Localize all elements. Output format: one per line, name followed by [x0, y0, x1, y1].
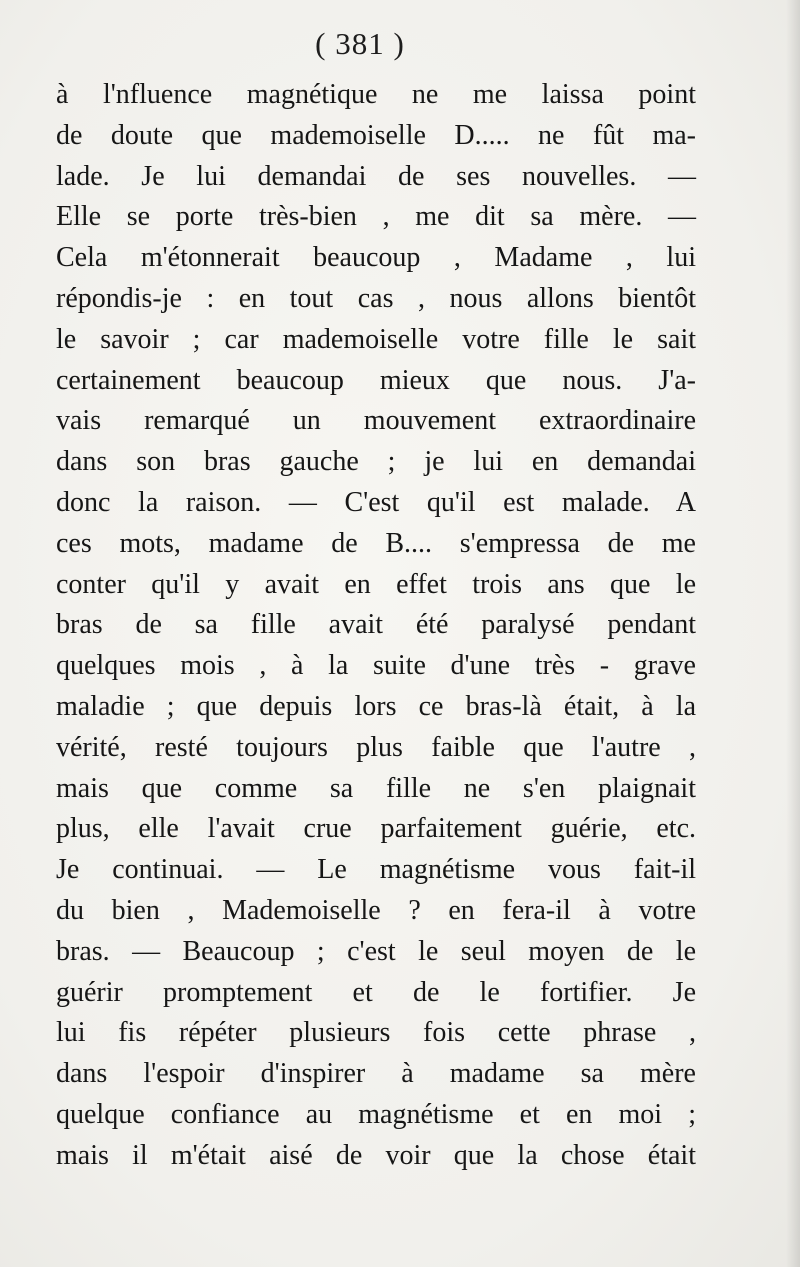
text-line: certainement beaucoup mieux que nous. J'a-: [56, 364, 696, 396]
text-line: quelque confiance au magnétisme et en moi ;: [56, 1098, 696, 1130]
text-line: ces mots, madame de B.... s'empressa de me: [56, 527, 696, 559]
text-line: Cela m'étonnerait beaucoup , Madame , lui: [56, 242, 696, 274]
body-text: [56, 75, 696, 1177]
text-line: mais il m'était aisé de voir que la chose était: [56, 1139, 696, 1171]
text-line: dans l'espoir d'inspirer à madame sa mère: [56, 1058, 696, 1090]
text-line: du bien , Mademoiselle ? en fera-il à votre: [56, 894, 696, 926]
page-edge-shadow: [786, 0, 800, 1267]
text-line: le savoir ; car mademoiselle votre fille le sait: [56, 323, 696, 355]
text-line: conter qu'il y avait en effet trois ans que le: [56, 568, 696, 600]
text-line: Elle se porte très-bien , me dit sa mère. —: [56, 201, 696, 233]
text-line: guérir promptement et de le fortifier. Je: [56, 976, 696, 1008]
text-line: donc la raison. — C'est qu'il est malade. A: [56, 486, 696, 518]
text-line: répondis-je : en tout cas , nous allons bientôt: [56, 282, 696, 314]
text-line: vais remarqué un mouvement extraordinaire: [56, 405, 696, 437]
text-line: vérité, resté toujours plus faible que l'autre ,: [56, 731, 696, 763]
text-line: bras. — Beaucoup ; c'est le seul moyen de le: [56, 935, 696, 967]
text-line: maladie ; que depuis lors ce bras-là était, à la: [56, 690, 696, 722]
text-line: dans son bras gauche ; je lui en demandai: [56, 446, 696, 478]
text-line: Je continuai. — Le magnétisme vous fait-il: [56, 854, 696, 886]
text-line: quelques mois , à la suite d'une très - grave: [56, 650, 696, 682]
text-line: à l'nfluence magnétique ne me laissa point: [56, 79, 696, 110]
text-line: bras de sa fille avait été paralysé pendant: [56, 609, 696, 641]
text-line: plus, elle l'avait crue parfaitement guérie, etc.: [56, 813, 696, 845]
text-line: de doute que mademoiselle D..... ne fût ma-: [56, 119, 696, 151]
text-line: lade. Je lui demandai de ses nouvelles. —: [56, 160, 696, 192]
text-line: lui fis répéter plusieurs fois cette phrase ,: [56, 1017, 696, 1049]
text-line: mais que comme sa fille ne s'en plaignait: [56, 772, 696, 804]
page-number: ( 381 ): [315, 26, 405, 61]
